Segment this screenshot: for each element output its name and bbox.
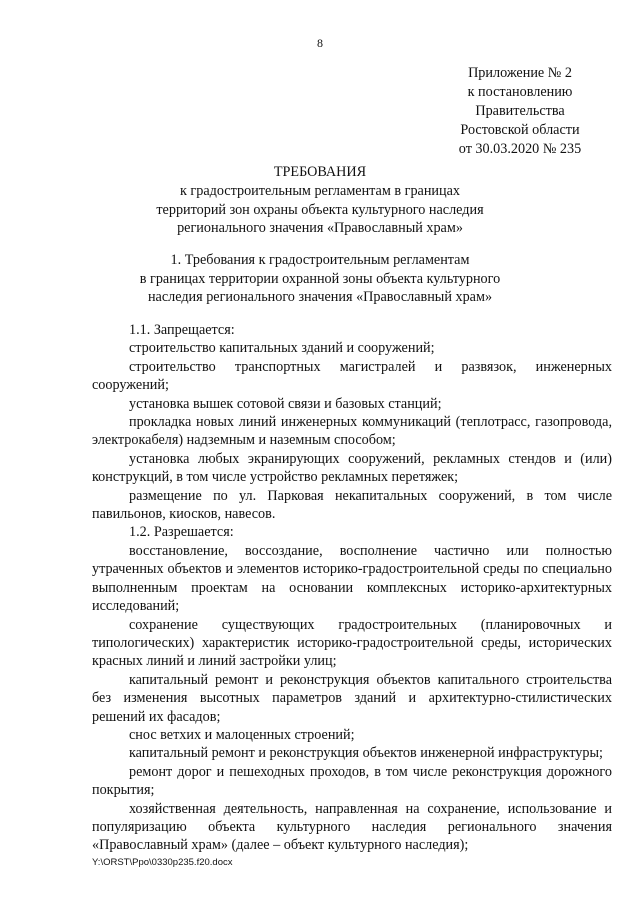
page-number: 8 — [317, 36, 323, 50]
document-subtitle — [0, 182, 640, 238]
appendix-line: от 30.03.2020 № 235 — [458, 141, 582, 157]
paragraph: 1.2. Разрешается: — [129, 524, 234, 541]
paragraph: снос ветхих и малоценных строений; — [129, 726, 355, 743]
document-title: ТРЕБОВАНИЯ — [273, 164, 367, 180]
paragraph: хозяйственная деятельность, направленная на сохранение, использование и популяризацию объекта культурного наследия регионального значения «Православный храм» (далее – объект культурного наследия); — [92, 800, 612, 854]
paragraph: установка вышек сотовой связи и базовых станций; — [129, 395, 442, 412]
subtitle-line: регионального значения «Православный храм» — [177, 220, 463, 236]
paragraph: восстановление, воссоздание, восполнение частично или полностью утраченных объектов и элементов историко-градостроительной среды по специально выполненным проектам на основании комплексных историко-архитектурных исследований; — [92, 542, 612, 615]
document-body — [92, 321, 612, 855]
paragraph: 1.1. Запрещается: — [129, 322, 235, 338]
appendix-line: к постановлению — [467, 84, 573, 100]
section-heading — [0, 251, 640, 307]
paragraph: размещение по ул. Парковая некапитальных сооружений, в том числе павильонов, киосков, навесов. — [92, 487, 612, 523]
paragraph: ремонт дорог и пешеходных проходов, в том числе реконструкция дорожного покрытия; — [92, 763, 612, 799]
section-line: наследия регионального значения «Православный храм» — [147, 289, 493, 305]
section-line: 1. Требования к градостроительным регламентам — [170, 252, 470, 268]
appendix-line: Приложение № 2 — [468, 65, 572, 81]
section-line: в границах территории охранной зоны объекта культурного — [139, 270, 501, 287]
appendix-line: Правительства — [475, 103, 565, 119]
paragraph: капитальный ремонт и реконструкция объектов капитального строительства без изменения высотных параметров зданий и архитектурно-стилистических решений их фасадов; — [92, 671, 612, 725]
subtitle-line: к градостроительным регламентам в границах — [179, 183, 461, 199]
appendix-block — [430, 64, 610, 159]
appendix-line: Ростовской области — [460, 122, 580, 138]
paragraph: прокладка новых линий инженерных коммуникаций (теплотрасс, газопровода, электрокабеля) надземным и наземным способом; — [92, 414, 612, 449]
paragraph: установка любых экранирующих сооружений, рекламных стендов и (или) конструкций, в том числе устройство рекламных перетяжек; — [92, 450, 612, 486]
footer-file-path: Y:\ORST\Ppo\0330p235.f20.docx — [92, 857, 233, 868]
paragraph: строительство транспортных магистралей и развязок, инженерных сооружений; — [92, 358, 612, 394]
paragraph: строительство капитальных зданий и сооружений; — [129, 340, 435, 357]
subtitle-line: территорий зон охраны объекта культурного наследия — [156, 201, 484, 218]
paragraph: капитальный ремонт и реконструкция объектов инженерной инфраструктуры; — [129, 745, 603, 762]
paragraph: сохранение существующих градостроительных (планировочных и типологических) характеристик историко-градостроительной среды, исторических красных линий и линий застройки улиц; — [92, 616, 612, 670]
